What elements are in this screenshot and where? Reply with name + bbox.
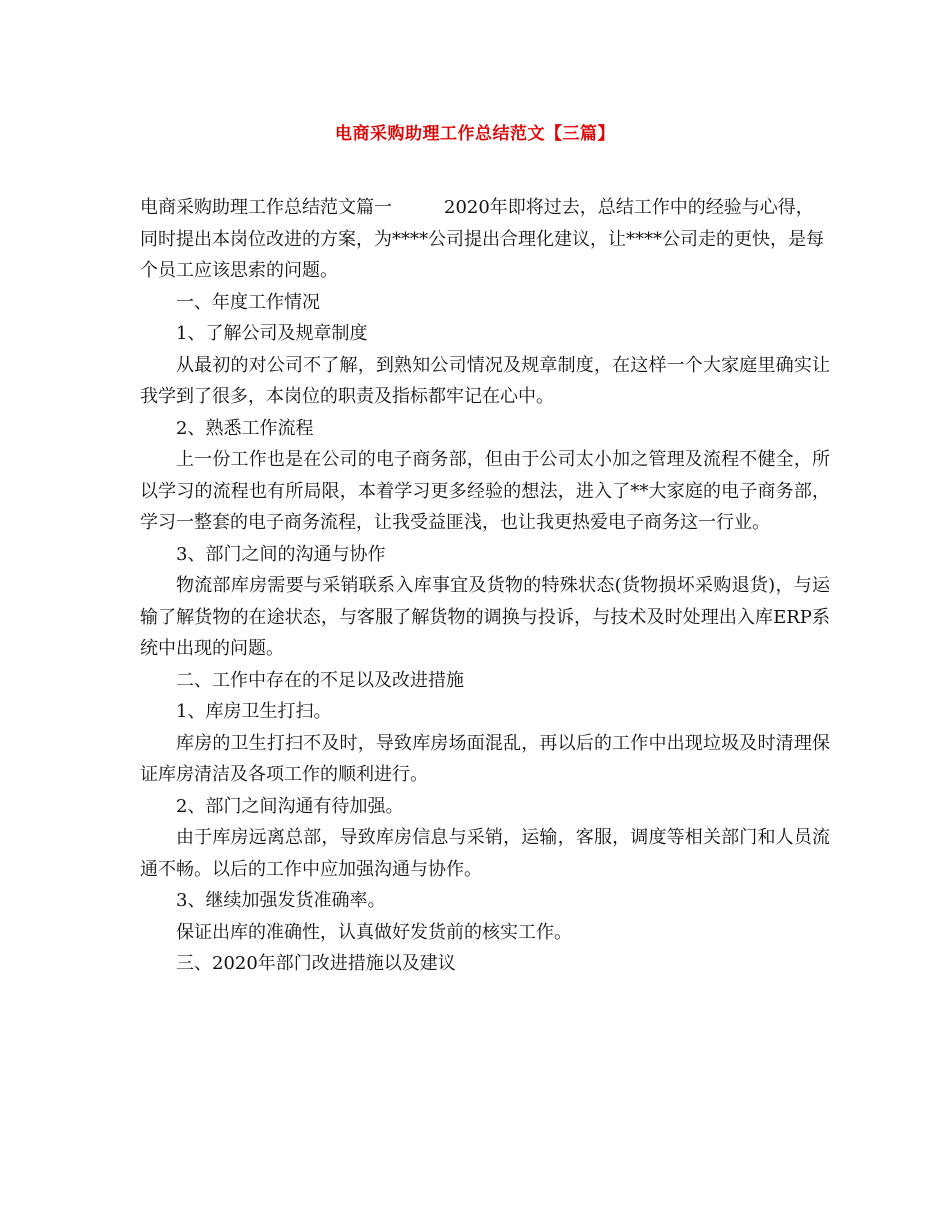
section-heading-2: 二、工作中存在的不足以及改进措施 — [176, 669, 464, 691]
section-heading-1: 一、年度工作情况 — [176, 291, 320, 313]
paragraph-1-3: 物流部库房需要与采销联系入库事宜及货物的特殊状态(货物损坏采购退货)，与运输了解货物的在途状态，与客服了解货物的调换与投诉，与技术及时处理出入库ERP系统中出现的问题。 — [140, 575, 830, 659]
intro-heading: 电商采购助理工作总结范文篇一 — [140, 197, 392, 218]
subheading-1-1: 1、了解公司及规章制度 — [176, 323, 368, 344]
document-title: 电商采购助理工作总结范文【三篇】 — [335, 124, 615, 144]
paragraph-2-3: 保证出库的准确性，认真做好发货前的核实工作。 — [176, 921, 572, 943]
subheading-2-1: 1、库房卫生打扫。 — [176, 701, 332, 722]
subheading-1-2: 2、熟悉工作流程 — [176, 417, 314, 439]
subheading-2-3: 3、继续加强发货准确率。 — [176, 890, 386, 911]
intro-text: 2020年即将过去，总结工作中的经验与心得，同时提出本岗位改进的方案，为****公司提出合理化建议，让****公司走的更快，是每个员工应该思索的问题。 — [140, 197, 824, 281]
section-heading-3: 三、2020年部门改进措施以及建议 — [176, 953, 456, 974]
paragraph-1-2: 上一份工作也是在公司的电子商务部，但由于公司太小加之管理及流程不健全，所以学习的流程也有所局限，本着学习更多经验的想法，进入了**大家庭的电子商务部，学习一整套的电子商务流程，让我受益匪浅，也让我更热爱电子商务这一行业。 — [140, 449, 830, 533]
subheading-1-3: 3、部门之间的沟通与协作 — [176, 543, 386, 565]
paragraph-1-1: 从最初的对公司不了解，到熟知公司情况及规章制度，在这样一个大家庭里确实让我学到了很多，本岗位的职责及指标都牢记在心中。 — [140, 354, 830, 407]
paragraph-2-2: 由于库房远离总部，导致库房信息与采销，运输，客服，调度等相关部门和人员流通不畅。以后的工作中应加强沟通与协作。 — [140, 827, 830, 880]
paragraph-2-1: 库房的卫生打扫不及时，导致库房场面混乱，再以后的工作中出现垃圾及时清理保证库房清洁及各项工作的顺利进行。 — [140, 732, 830, 785]
document-body — [140, 192, 830, 980]
intro-paragraph — [140, 192, 830, 287]
subheading-2-2: 2、部门之间沟通有待加强。 — [176, 795, 404, 817]
